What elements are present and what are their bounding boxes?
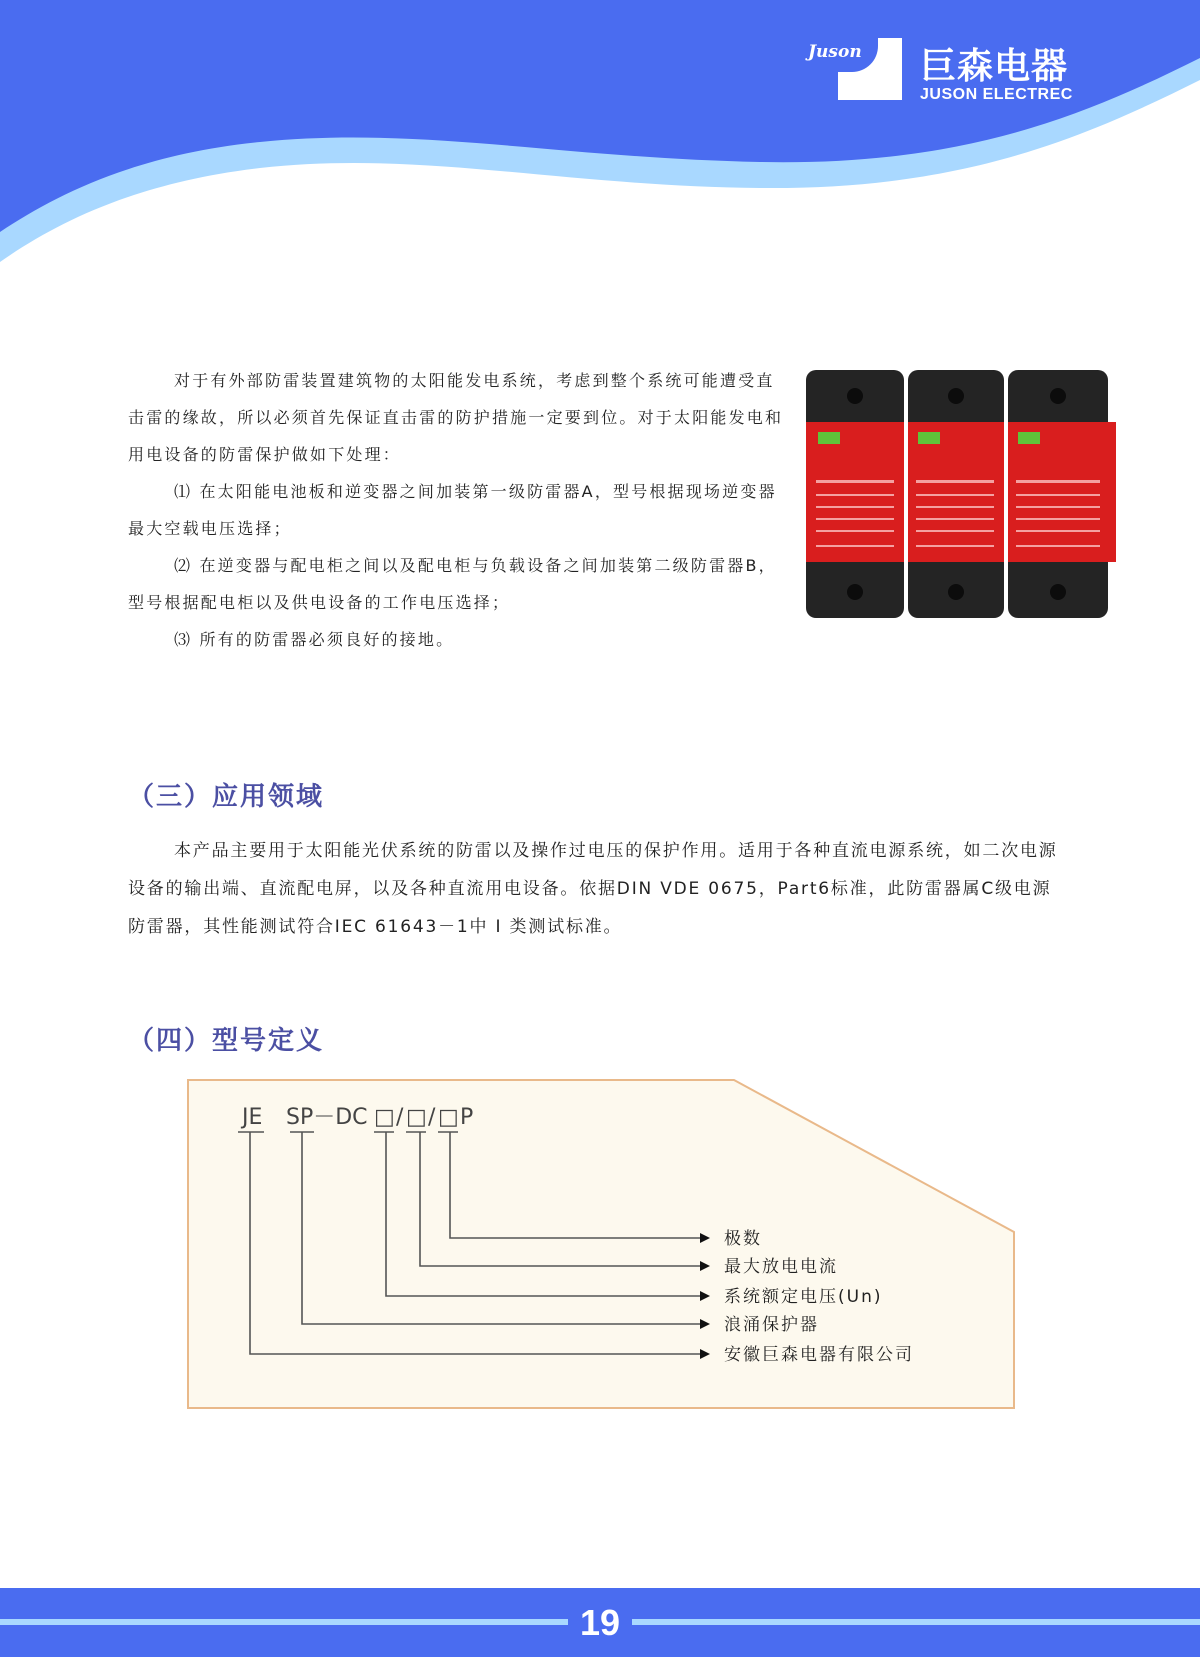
code-separator: / bbox=[396, 1105, 404, 1130]
surge-protector-module bbox=[1008, 370, 1116, 618]
intro-step-2: ⑵ 在逆变器与配电柜之间以及配电柜与负载设备之间加装第二级防雷器B，型号根据配电柜以及供电设备的工作电压选择； bbox=[128, 556, 777, 612]
code-p: P bbox=[460, 1105, 474, 1130]
code-separator: / bbox=[428, 1105, 436, 1130]
footer-band bbox=[0, 1588, 1200, 1657]
model-definition-diagram bbox=[186, 1078, 1018, 1410]
intro-paragraph: 对于有外部防雷装置建筑物的太阳能发电系统，考虑到整个系统可能遭受直击雷的缘故，所以必须首先保证直击雷的防护措施一定要到位。对于太阳能发电和用电设备的防雷保护做如下处理： bbox=[128, 371, 784, 464]
section-title-applications: （三）应用领域 bbox=[128, 782, 325, 812]
code-box-current: □ bbox=[406, 1105, 427, 1130]
logo-chinese-name: 巨森电器 bbox=[920, 45, 1069, 87]
label-poles: 极数 bbox=[724, 1229, 762, 1249]
code-sp-dc: SP－DC bbox=[286, 1105, 368, 1130]
label-rated-voltage: 系统额定电压(Un) bbox=[724, 1287, 883, 1307]
intro-text-block bbox=[128, 362, 788, 658]
label-max-discharge-current: 最大放电电流 bbox=[724, 1257, 838, 1277]
applications-paragraph: 本产品主要用于太阳能光伏系统的防雷以及操作过电压的保护作用。适用于各种直流电源系统，如二次电源设备的输出端、直流配电屏，以及各种直流用电设备。依据DIN VDE 0675，Part6标准，此防雷器属C级电源防雷器，其性能测试符合IEC 61643－1中 Ⅰ 类测试标准。 bbox=[128, 841, 1058, 937]
label-surge-protector: 浪涌保护器 bbox=[724, 1315, 819, 1335]
code-box-voltage: □ bbox=[374, 1105, 395, 1130]
page-number: 19 bbox=[579, 1602, 621, 1643]
code-box-poles: □ bbox=[438, 1105, 459, 1130]
surge-protector-photo bbox=[802, 370, 1118, 618]
surge-protector-module bbox=[806, 370, 904, 618]
label-company-name: 安徽巨森电器有限公司 bbox=[724, 1345, 914, 1365]
intro-step-3: ⑶ 所有的防雷器必须良好的接地。 bbox=[174, 630, 455, 649]
logo-english-name: JUSON ELECTREC bbox=[920, 86, 1073, 103]
company-logo bbox=[808, 38, 1108, 108]
code-je: JE bbox=[242, 1105, 263, 1130]
applications-text-block bbox=[128, 832, 1068, 946]
logo-script-text: Juson bbox=[808, 42, 862, 62]
intro-step-1: ⑴ 在太阳能电池板和逆变器之间加装第一级防雷器A，型号根据现场逆变器最大空载电压选择； bbox=[128, 482, 777, 538]
section-title-model-definition: （四）型号定义 bbox=[128, 1026, 325, 1056]
surge-protector-module bbox=[908, 370, 1004, 618]
